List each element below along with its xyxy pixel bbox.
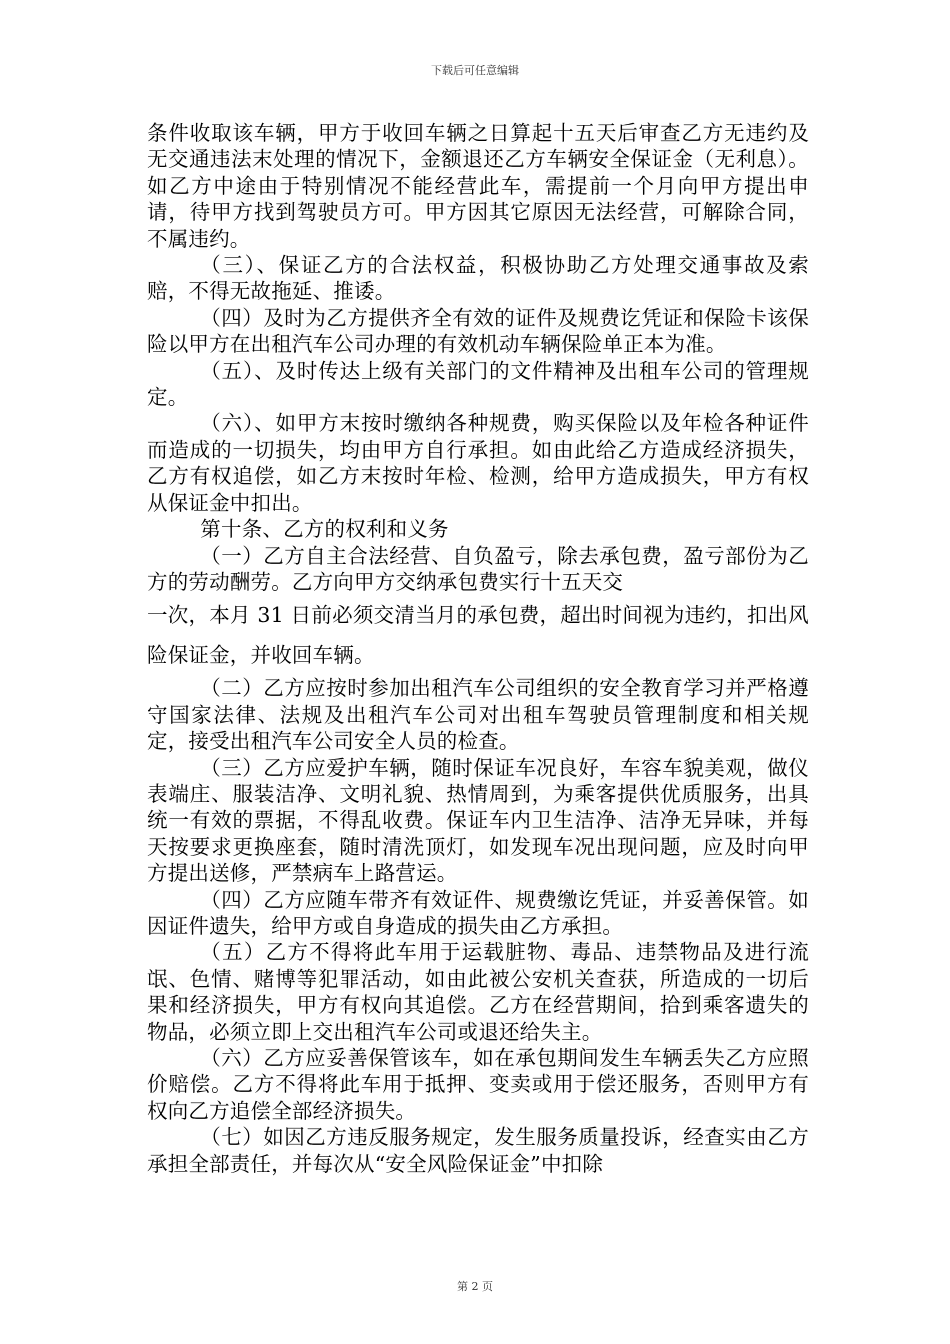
paragraph-b-item-5: （五）乙方不得将此车用于运载脏物、毒品、违禁物品及进行流氓、色情、赌博等犯罪活动，如由此被公安机关查获，所造成的一切后果和经济损失，甲方有权向其追偿。乙方在经营期间，拾到乘客遗失的物品，必须立即上交出租汽车公司或退还给失主。 <box>147 940 809 1044</box>
article-heading: 第十条、乙方的权利和义务 <box>200 517 449 542</box>
paragraph-continuation: 条件收取该车辆，甲方于收回车辆之日算起十五天后审查乙方无违约及无交通违法末处理的情况下，金额退还乙方车辆安全保证金（无利息）。如乙方中途由于特别情况不能经营此车，需提前一个月向甲方提出申请，待甲方找到驾驶员方可。甲方因其它原因无法经营，可解除合同，不属违约。 <box>147 121 809 251</box>
paragraph-b-item-2: （二）乙方应按时参加出租汽车公司组织的安全教育学习并严格遵守国家法律、法规及出租汽车公司对出租车驾驶员管理制度和相关规定，接受出租汽车公司安全人员的检查。 <box>147 676 809 754</box>
page-header: 下载后可任意编辑 <box>431 64 519 77</box>
document-body <box>147 120 809 1177</box>
paragraph-item-4: （四）及时为乙方提供齐全有效的证件及规费讫凭证和保险卡该保险以甲方在出租汽车公司办理的有效机动车辆保险单正本为准。 <box>147 305 809 357</box>
paragraph-b-item-3: （三）乙方应爱护车辆，随时保证车况良好，车容车貌美观，做仪表端庄、服装洁净、文明礼貌、热情周到，为乘客提供优质服务，出具统一有效的票据，不得乱收费。保证车内卫生洁净、洁净无异味，并每天按要求更换座套，随时清洗顶灯，如发现车况出现问题，应及时向甲方提出送修，严禁病车上路营运。 <box>147 755 809 886</box>
paragraph-b-item-6: （六）乙方应妥善保管该车，如在承包期间发生车辆丢失乙方应照价赔偿。乙方不得将此车用于抵押、变卖或用于偿还服务，否则甲方有权向乙方追偿全部经济损失。 <box>147 1046 809 1123</box>
paragraph-b-item-4: （四）乙方应随车带齐有效证件、规费缴讫凭证，并妥善保管。如因证件遗失，给甲方或自身造成的损失由乙方承担。 <box>147 887 809 938</box>
paragraph-item-5: （五）、及时传达上级有关部门的文件精神及出租车公司的管理规定。 <box>147 358 809 410</box>
paragraph-b-item-1-cont: 一次，本月 31 日前必须交清当月的承包费，超出时间视为违约，扣出风险保证金，并收回车辆。 <box>147 603 809 668</box>
page-number: 第 2 页 <box>457 1280 493 1293</box>
paragraph-b-item-7: （七）如因乙方违反服务规定，发生服务质量投诉，经查实由乙方承担全部责任，并每次从“安全风险保证金”中扣除 <box>147 1125 809 1176</box>
paragraph-item-6: （六）、如甲方末按时缴纳各种规费，购买保险以及年检各种证件而造成的一切损失，均由甲方自行承担。如由此给乙方造成经济损失，乙方有权追偿，如乙方末按时年检、检测，给甲方造成损失，甲方有权从保证金中扣出。 <box>147 411 809 515</box>
paragraph-item-3: （三）、保证乙方的合法权益，积极协助乙方处理交通事故及索赔，不得无故拖延、推诿。 <box>147 253 809 304</box>
paragraph-b-item-1: （一）乙方自主合法经营、自负盈亏，除去承包费，盈亏部份为乙方的劳动酬劳。乙方向甲方交纳承包费实行十五天交 <box>147 543 809 594</box>
